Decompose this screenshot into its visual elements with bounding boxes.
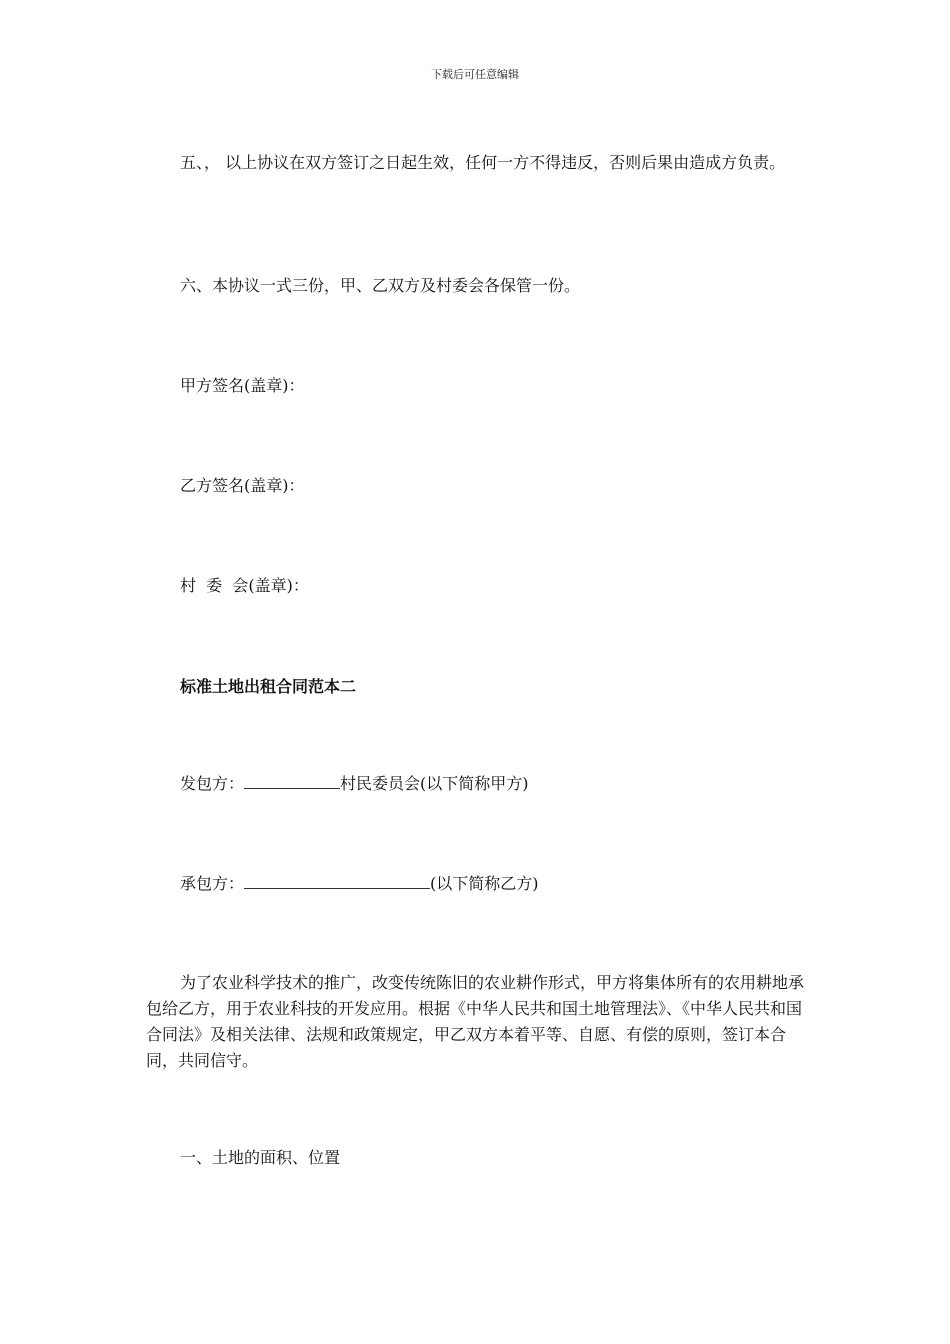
signature-committee: 村 委 会(盖章)：: [180, 576, 309, 595]
signature-party-a: 甲方签名(盖章)：: [180, 376, 305, 395]
signature-party-b: 乙方签名(盖章)：: [180, 476, 305, 495]
contractor-blank: [244, 774, 340, 789]
contractee-blank: [244, 874, 430, 889]
clause-five: 五、， 以上协议在双方签订之日起生效，任何一方不得违反，否则后果由造成方负责。: [180, 153, 786, 172]
clause-six: 六、本协议一式三份，甲、乙双方及村委会各保管一份。: [180, 276, 581, 295]
contractor-label: 发包方：: [180, 774, 245, 793]
contractor-line: [180, 771, 529, 797]
contractor-suffix: 村民委员会(以下简称甲方): [340, 774, 529, 793]
article-one-heading: 一、土地的面积、位置: [180, 1148, 341, 1167]
contractee-suffix: (以下简称乙方): [430, 874, 539, 893]
contractee-line: [180, 871, 539, 897]
page-header: 下载后可任意编辑: [431, 68, 519, 81]
intro-paragraph: 为了农业科学技术的推广，改变传统陈旧的农业耕作形式，甲方将集体所有的农用耕地承包给乙方，用于农业科技的开发应用。根据《中华人民共和国土地管理法》、《中华人民共和国合同法》及相关法律、法规和政策规定，甲乙双方本着平等、自愿、有偿的原则，签订本合同，共同信守。: [146, 973, 805, 1070]
section-title: 标准土地出租合同范本二: [180, 677, 357, 696]
contractee-label: 承包方：: [180, 874, 245, 893]
